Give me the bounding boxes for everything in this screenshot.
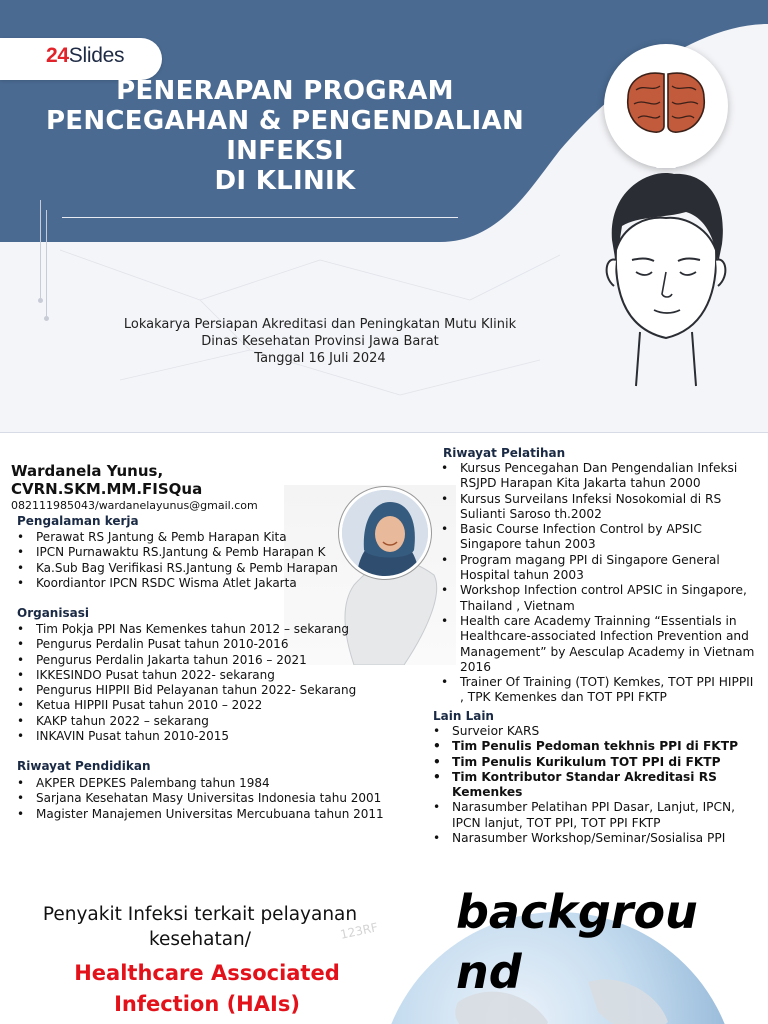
education-list	[17, 776, 384, 822]
section-heading-training: Riwayat Pelatihan	[443, 446, 566, 460]
list-item: • Tim Pokja PPI Nas Kemenkes tahun 2012 – sekarang	[17, 622, 356, 637]
speaker-contact: 082111985043/wardanelayunus@gmail.com	[11, 499, 258, 512]
title-line: INFEKSI	[226, 136, 344, 166]
hai-term-line: Healthcare Associated	[74, 961, 340, 985]
decorative-line	[40, 200, 41, 300]
experience-list	[17, 530, 338, 591]
list-item: • Koordiantor IPCN RSDC Wisma Atlet Jakarta	[17, 576, 338, 591]
list-item: • Tim Penulis Pedoman tekhnis PPI di FKTP	[433, 739, 753, 754]
profile-slide	[0, 432, 768, 864]
section-heading-other: Lain Lain	[433, 709, 494, 723]
list-item: • Workshop Infection control APSIC in Singapore, Thailand , Vietnam	[441, 583, 756, 614]
decorative-dot	[38, 298, 43, 303]
section-heading-organization: Organisasi	[17, 606, 89, 620]
list-item: • AKPER DEPKES Palembang tahun 1984	[17, 776, 384, 791]
list-item: • IPCN Purnawaktu RS.Jantung & Pemb Harapan K	[17, 545, 338, 560]
list-item: • Pengurus Perdalin Pusat tahun 2010-2016	[17, 637, 356, 652]
list-item: • INKAVIN Pusat tahun 2010-2015	[17, 729, 356, 744]
list-item: • Narasumber Workshop/Seminar/Sosialisa PPI	[433, 831, 753, 846]
list-item: • Narasumber Pelatihan PPI Dasar, Lanjut, IPCN, IPCN lanjut, TOT PPI, TOT PPI FKTP	[433, 800, 753, 831]
speaker-credentials: CVRN.SKM.MM.FISQua	[11, 480, 203, 498]
list-item: • KAKP tahun 2022 – sekarang	[17, 714, 356, 729]
slide-title	[20, 76, 550, 196]
logo-text: Slides	[68, 44, 125, 67]
list-item: • Pengurus HIPPII Bid Pelayanan tahun 2022- Sekarang	[17, 683, 356, 698]
list-item: • Surveior KARS	[433, 724, 753, 739]
speaker-photo	[339, 487, 431, 579]
face-illustration	[590, 160, 740, 390]
title-slide	[0, 0, 768, 432]
hai-definition	[30, 902, 370, 952]
list-item: • Ka.Sub Bag Verifikasi RS.Jantung & Pemb Harapan	[17, 561, 338, 576]
list-item: • Health care Academy Trainning “Essentials in Healthcare-associated Infection Prevention and Management” by Aesculap Academy in Vietnam 2016	[441, 614, 756, 675]
hai-term-line: Infection (HAIs)	[114, 992, 300, 1016]
logo-number: 24	[46, 44, 69, 67]
list-item: • Tim Penulis Kurikulum TOT PPI di FKTP	[433, 755, 753, 770]
background-heading: background	[456, 885, 698, 999]
stock-watermark: 123RF	[338, 920, 380, 942]
section-heading-education: Riwayat Pendidikan	[17, 759, 151, 773]
definition-line: Penyakit Infeksi terkait pelayanan	[42, 904, 358, 925]
decorative-dot	[44, 316, 49, 321]
event-name: Lokakarya Persiapan Akreditasi dan Peningkatan Mutu Klinik	[123, 317, 517, 332]
title-line: PENCEGAHAN & PENGENDALIAN	[45, 106, 525, 136]
decorative-line	[46, 210, 47, 320]
speaker-name-line: Wardanela Yunus,	[11, 462, 164, 480]
background-slide	[0, 864, 768, 1024]
event-organizer: Dinas Kesehatan Provinsi Jawa Barat	[201, 334, 439, 349]
list-item: • Perawat RS Jantung & Pemb Harapan Kita	[17, 530, 338, 545]
list-item: • Magister Manajemen Universitas Mercubuana tahun 2011	[17, 807, 384, 822]
list-item: • Kursus Surveilans Infeksi Nosokomial di RS Sulianti Saroso th.2002	[441, 492, 756, 523]
title-line: DI KLINIK	[214, 166, 356, 196]
speaker-name	[11, 462, 202, 498]
organization-list	[17, 622, 356, 744]
list-item: • Program magang PPI di Singapore General Hospital tahun 2003	[441, 553, 756, 584]
definition-line: kesehatan/	[148, 929, 252, 950]
list-item: • Trainer Of Training (TOT) Kemkes, TOT PPI HIPPII , TPK Kemenkes dan TOT PPI FKTP	[441, 675, 756, 706]
training-list	[441, 461, 756, 706]
brand-logo	[46, 44, 124, 68]
title-divider	[62, 217, 458, 218]
list-item: • Tim Kontributor Standar Akreditasi RS Kemenkes	[433, 770, 753, 801]
list-item: • Pengurus Perdalin Jakarta tahun 2016 – 2021	[17, 653, 356, 668]
hai-term	[30, 958, 384, 1020]
list-item: • Basic Course Infection Control by APSIC Singapore tahun 2003	[441, 522, 756, 553]
event-info	[60, 316, 580, 367]
list-item: • Sarjana Kesehatan Masy Universitas Indonesia tahu 2001	[17, 791, 384, 806]
title-line: PENERAPAN PROGRAM	[116, 76, 454, 106]
list-item: • Kursus Pencegahan Dan Pengendalian Infeksi RSJPD Harapan Kita Jakarta tahun 2000	[441, 461, 756, 492]
brain-icon	[604, 44, 728, 168]
event-date: Tanggal 16 Juli 2024	[254, 351, 386, 366]
other-list	[433, 724, 753, 846]
section-heading-experience: Pengalaman kerja	[17, 514, 139, 528]
list-item: • Ketua HIPPII Pusat tahun 2010 – 2022	[17, 698, 356, 713]
list-item: • IKKESINDO Pusat tahun 2022- sekarang	[17, 668, 356, 683]
